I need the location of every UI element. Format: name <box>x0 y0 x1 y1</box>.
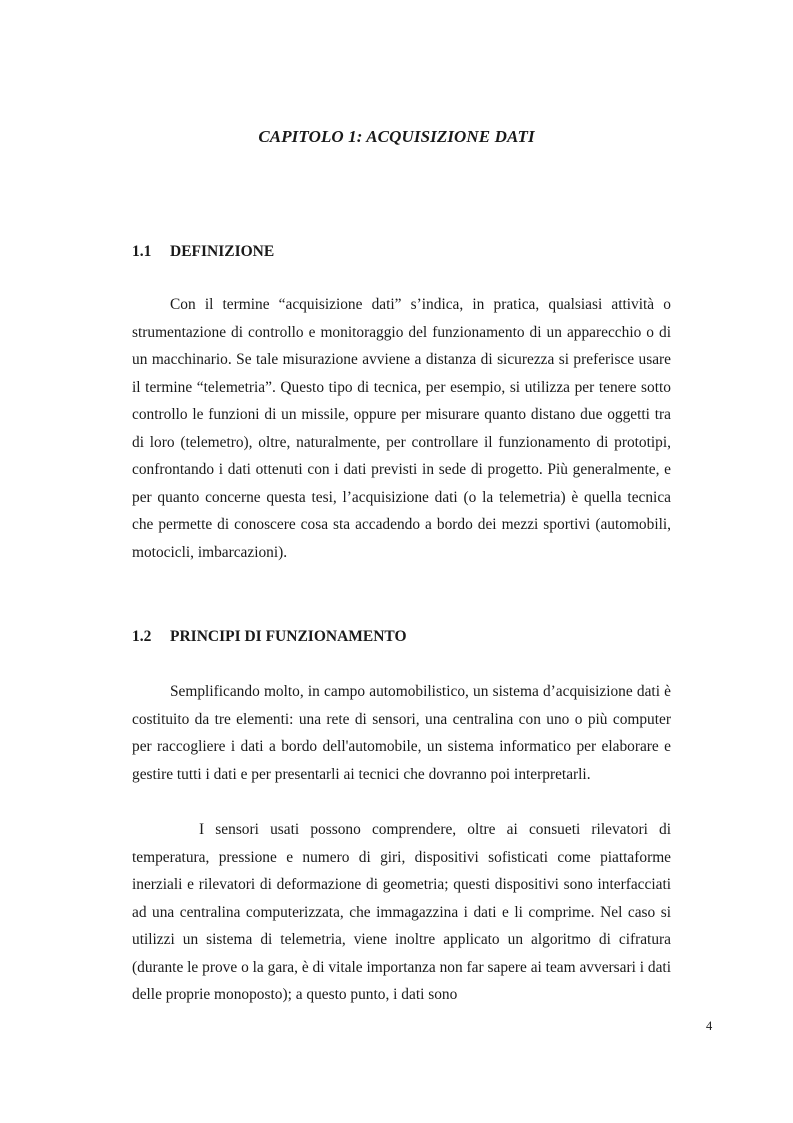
section-heading-definizione <box>132 243 274 261</box>
section-title: DEFINIZIONE <box>170 243 275 260</box>
section-number: 1.2 <box>132 628 152 645</box>
paragraph-definizione: Con il termine “acquisizione dati” s’indica, in pratica, qualsiasi attività o strumentazione di controllo e monitoraggio del funzionamento di un apparecchio o di un macchinario. Se tale misurazione avviene a distanza di sicurezza si preferisce usare il termine “telemetria”. Questo tipo di tecnica, per esempio, si utilizza per tenere sotto controllo le funzioni di un missile, oppure per misurare quanto distano due oggetti tra di loro (telemetro), oltre, naturalmente, per controllare il funzionamento di prototipi, confrontando i dati ottenuti con i dati previsti in sede di progetto. Più generalmente, e per quanto concerne questa tesi, l’acquisizione dati (o la telemetria) è quella tecnica che permette di conoscere cosa sta accadendo a bordo dei mezzi sportivi (automobili, motocicli, imbarcazioni). <box>132 296 671 561</box>
section-number: 1.1 <box>132 243 152 260</box>
section-heading-principi <box>132 628 407 646</box>
section-title: PRINCIPI DI FUNZIONAMENTO <box>170 628 407 645</box>
chapter-title: CAPITOLO 1: ACQUISIZIONE DATI <box>258 127 535 146</box>
paragraph-principi-2: I sensori usati possono comprendere, oltre ai consueti rilevatori di temperatura, pressione e numero di giri, dispositivi sofisticati come piattaforme inerziali e rilevatori di deformazione di geometria; questi dispositivi sono interfacciati ad una centralina computerizzata, che immagazzina i dati e li comprime. Nel caso si utilizzi un sistema di telemetria, viene inoltre applicato un algoritmo di cifratura (durante le prove o la gara, è di vitale importanza non far sapere ai team avversari i dati delle proprie monoposto); a questo punto, i dati sono <box>132 821 671 1004</box>
paragraph-principi-1: Semplificando molto, in campo automobilistico, un sistema d’acquisizione dati è costituito da tre elementi: una rete di sensori, una centralina con uno o più computer per raccogliere i dati a bordo dell'automobile, un sistema informatico per elaborare e gestire tutti i dati e per presentarli ai tecnici che dovranno poi interpretarli. <box>132 683 671 783</box>
page-number: 4 <box>706 1019 713 1033</box>
